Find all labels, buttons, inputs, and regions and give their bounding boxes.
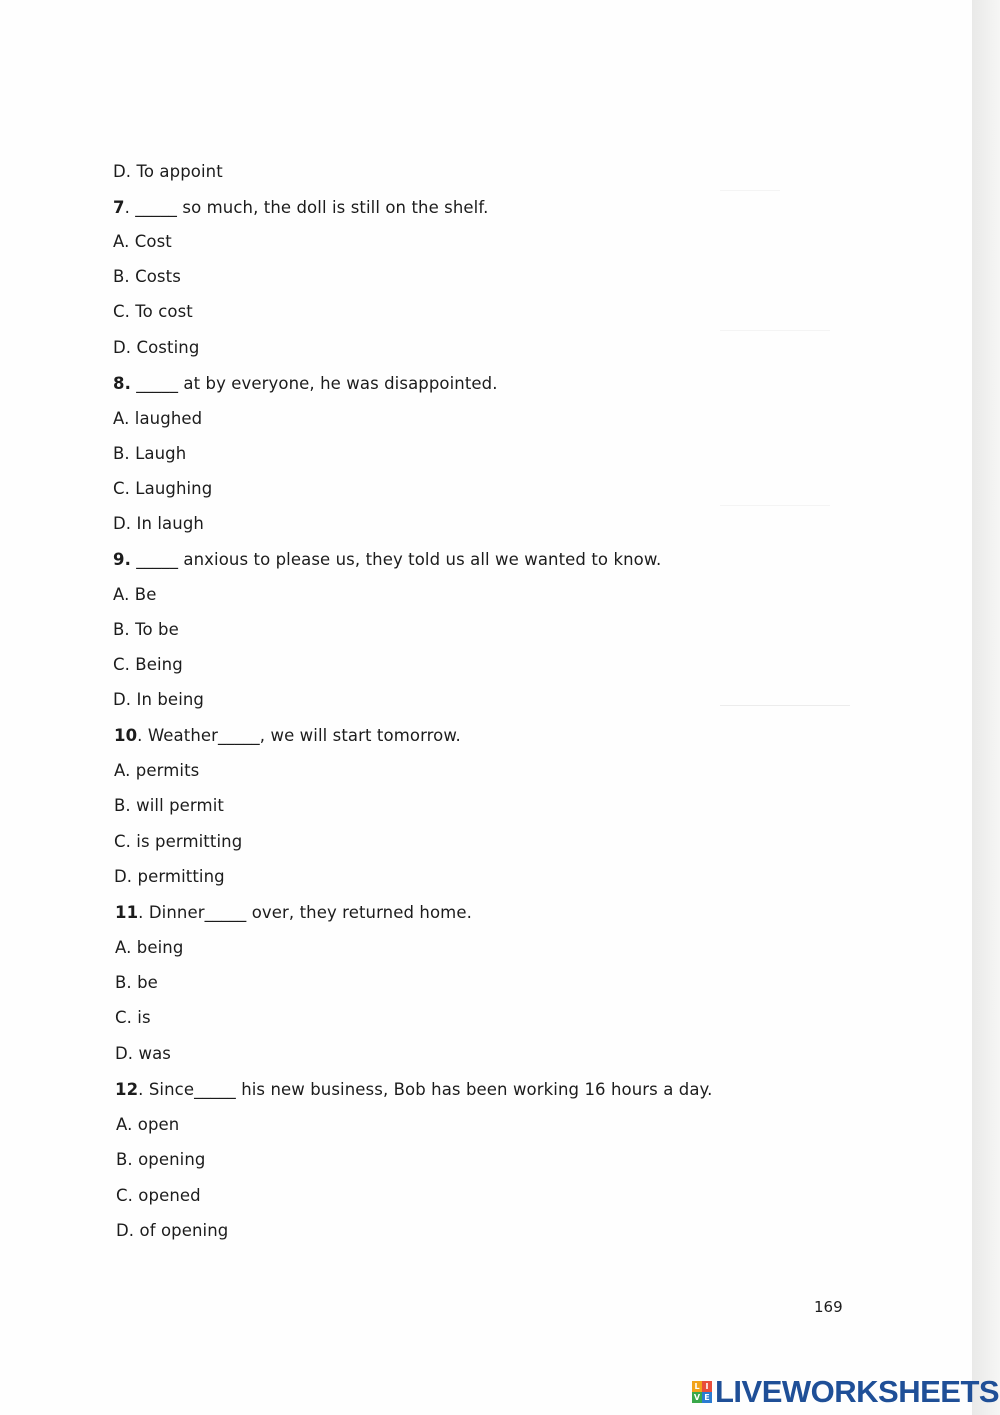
question-stem [113, 374, 498, 393]
question-stem [114, 726, 461, 745]
option-text: D. In laugh [113, 514, 204, 533]
logo-letter: V [693, 1393, 701, 1402]
answer-option [113, 620, 179, 639]
option-text: C. Laughing [113, 479, 213, 498]
option-text: A. being [115, 938, 184, 957]
option-text: C. Being [113, 655, 183, 674]
answer-option [114, 761, 199, 780]
question-number: 12 [115, 1080, 139, 1099]
answer-option [113, 585, 156, 604]
answer-option [114, 832, 242, 851]
answer-option [113, 655, 183, 674]
answer-option [115, 1044, 171, 1063]
option-text: D. In being [113, 690, 205, 709]
answer-option [113, 302, 193, 321]
option-text: A. permits [114, 761, 200, 780]
option-text: A. Cost [113, 232, 172, 251]
answer-option [115, 973, 158, 992]
answer-option [116, 1186, 201, 1205]
liveworksheets-logo-icon [692, 1381, 712, 1403]
brand-name: LIVEWORKSHEETS [715, 1374, 1000, 1409]
option-text: D. permitting [114, 867, 225, 886]
question-stem [113, 550, 661, 569]
answer-option [113, 409, 202, 428]
logo-letter: I [702, 1381, 712, 1392]
answer-option [115, 938, 183, 957]
option-text: A. Be [113, 585, 157, 604]
question-text: _____ anxious to please us, they told us all we wanted to know. [130, 550, 662, 569]
bleed-through-mark [720, 705, 850, 706]
question-text: . Since_____ his new business, Bob has been working 16 hours a day. [138, 1080, 713, 1099]
option-text: A. laughed [113, 409, 203, 428]
bleed-through-mark [720, 505, 830, 506]
answer-option [113, 479, 212, 498]
question-stem [115, 1080, 712, 1099]
answer-option [114, 796, 224, 815]
question-text: _____ at by everyone, he was disappointed. [130, 374, 498, 393]
question-number: 11 [115, 903, 139, 922]
bleed-through-mark [720, 330, 830, 331]
question-stem [113, 198, 488, 217]
answer-option [116, 1221, 228, 1240]
answer-option [115, 1008, 151, 1027]
answer-option [113, 444, 186, 463]
option-text: B. Laugh [113, 444, 187, 463]
bleed-through-mark [720, 190, 780, 191]
option-text: B. Costs [113, 267, 181, 286]
question-stem [115, 903, 472, 922]
answer-option [113, 267, 181, 286]
question-number: 10 [114, 726, 138, 745]
page-number: 169 [814, 1298, 843, 1316]
question-text: . Dinner_____ over, they returned home. [138, 903, 472, 922]
answer-option [113, 514, 204, 533]
liveworksheets-brand [692, 1374, 999, 1410]
option-text: B. opening [116, 1150, 206, 1169]
answer-option [113, 162, 223, 181]
answer-option [113, 232, 172, 251]
answer-option [116, 1115, 179, 1134]
option-text: C. is [115, 1008, 151, 1027]
option-text: C. is permitting [114, 832, 243, 851]
option-text: A. open [116, 1115, 180, 1134]
logo-letter: L [692, 1381, 702, 1392]
option-text: B. be [115, 973, 158, 992]
option-text: D. of opening [116, 1221, 229, 1240]
option-text: C. To cost [113, 302, 193, 321]
question-text: . _____ so much, the doll is still on the shelf. [124, 198, 489, 217]
answer-option [116, 1150, 206, 1169]
option-text: D. was [115, 1044, 171, 1063]
option-text: D. Costing [113, 338, 200, 357]
question-number: 8. [113, 374, 131, 393]
option-text: B. will permit [114, 796, 224, 815]
question-number: 9. [113, 550, 131, 569]
answer-option [113, 338, 199, 357]
option-text: B. To be [113, 620, 179, 639]
answer-option [114, 867, 225, 886]
option-text: C. opened [116, 1186, 201, 1205]
answer-option [113, 690, 204, 709]
question-number: 7 [113, 198, 125, 217]
question-text: . Weather_____, we will start tomorrow. [137, 726, 461, 745]
option-text: D. To appoint [113, 162, 223, 181]
logo-letter: E [702, 1392, 712, 1403]
scan-edge-shadow [972, 0, 1000, 1415]
